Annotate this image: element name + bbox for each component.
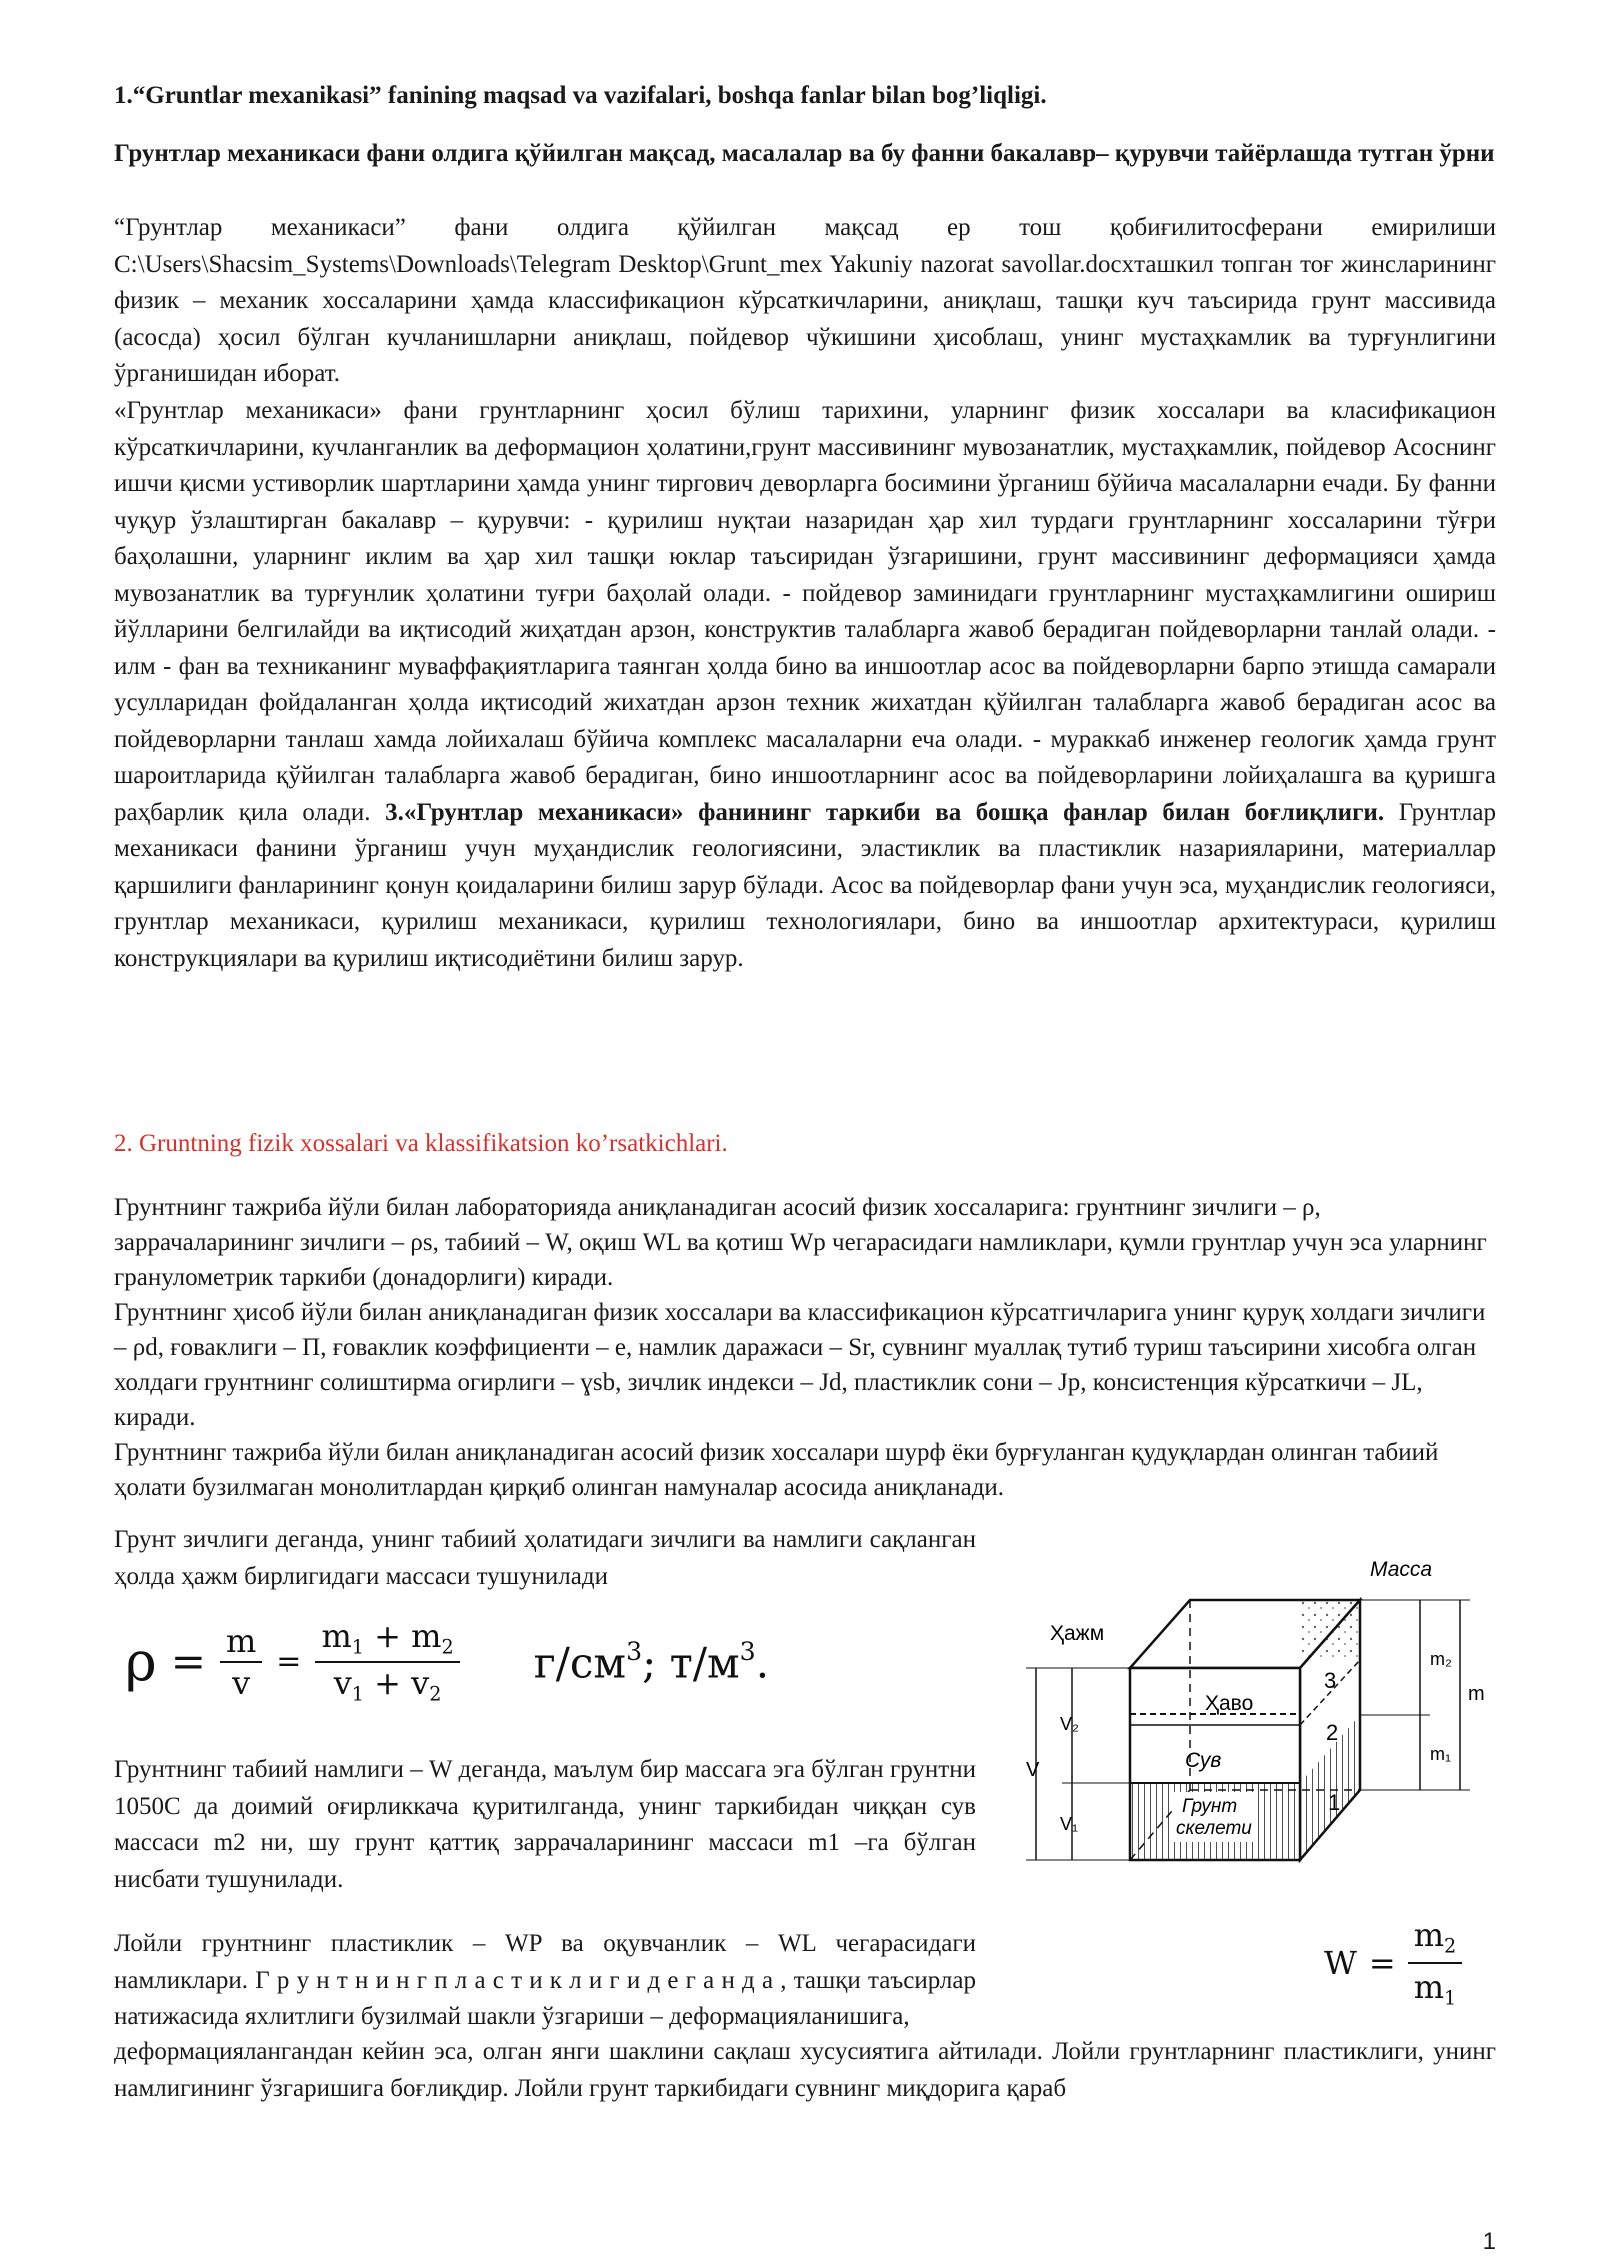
numerator-sum — [315, 1617, 459, 1663]
label-skeleti: скелети — [1176, 1818, 1252, 1839]
soil-phase-diagram — [1000, 1540, 1520, 1940]
paragraph-tasks-text: «Грунтлар механикаси» фани грунтларнинг ҳосил бўлиш тарихини, уларнинг физик хоссалари ва класификацион кўрсаткичларини, кучланганлик ва деформацион ҳолатини,грунт массивининг мувозанатлик, мустаҳкамлик, пойдевор Асоснинг ишчи қисми устиворлик шартларини ҳамда унинг тиргович деворларга босимини ўрганиш бўйича масалаларни ечади. Бу фанни чуқур ўзлаштирган бакалавр – қурувчи: - қурилиш нуқтаи назаридан ҳар хил турдаги грунтларнинг хоссаларини тўғри баҳолашни, уларнинг иклим ва ҳар хил ташқи юклар таъсиридан ўзгаришини, грунт массивининг деформацияси ҳамда мувозанатлик ва турғунлик ҳолатини туғри баҳолай олади. - пойдевор заминидаги грунтларнинг мустаҳкамлигини ошириш йўлларини белгилайди ва иқтисодий жиҳатдан арзон, конструктив талабларга жавоб берадиган пойдеворларни танлай олади. - илм - фан ва техниканинг муваффақиятларига таянган ҳолда бино ва иншоотлар асос ва пойдеворларни барпо этишда самарали усулларидан фойдаланган ҳолда иқтисодий жихатдан арзон техник жихатдан қўйилган талабларга жавоб берадиган асос ва пойдеворларни танлаш хамда лойихалаш бўйича комплекс масалаларни еча олади. - мураккаб инженер геологик ҳамда грунт шароитларида қўйилган талабларга жавоб берадиган, бино иншоотларнинг асос ва пойдеворларини лойиҳалашга ва қуришга раҳбарлик қила олади. — [114, 397, 1496, 826]
v1-subscript: 1 — [351, 1682, 364, 1706]
m1-symbol-w: m — [1413, 1967, 1445, 2006]
m1-symbol: m — [321, 1617, 352, 1655]
label-grunt: Грунт — [1182, 1796, 1238, 1817]
plus-sign-2: + — [374, 1663, 401, 1702]
equals-sign: = — [170, 1636, 206, 1686]
subheading: Грунтлар механикаси фани олдига қўйилган мақсад, масалалар ва бу фанни бакалавр– қурувчи тайёрлашда тутган ўрни — [114, 140, 1495, 167]
density-formula — [125, 1617, 770, 1706]
v2-subscript: 2 — [429, 1682, 442, 1706]
density-units — [533, 1637, 770, 1688]
denominator-sum — [334, 1663, 442, 1704]
label-v: V — [1026, 1759, 1040, 1781]
paragraph-plasticity-short: Лойли грунтнинг пластиклик – WP ва оқувчанлик – WL чегарасидаги намликлари. Г р у н т н и н г п л а с т и к л и г и д е г а н д а , ташқи таъсирлар натижасида яхлитлиги бузилмай шакли ўзгариши – деформацияланишига, — [114, 1930, 976, 2030]
label-m: m — [1468, 1683, 1485, 1705]
equals-sign-3: = — [1368, 1943, 1396, 1982]
m1-subscript-w: 1 — [1444, 1986, 1457, 2010]
label-m2: m₂ — [1430, 1649, 1452, 1669]
number-3: 3 — [1324, 1668, 1337, 1693]
paragraph-tasks — [114, 393, 1496, 977]
v2-symbol: v — [411, 1663, 430, 1702]
denominator-v: v — [232, 1663, 251, 1702]
units-sup-2: 3 — [739, 1637, 756, 1667]
equals-sign-2: = — [276, 1643, 302, 1679]
m2-subscript-w: 2 — [1444, 1934, 1457, 1958]
air-texture — [1300, 1600, 1360, 1660]
fraction-sum — [315, 1617, 459, 1706]
paragraph-samples: Грунтнинг тажриба йўли билан аниқланадиган асосий физик хоссалари шурф ёки бурғуланган қудуқлардан олинган табиий ҳолати бузилмаган монолитлардан қирқиб олинган намуналар асосида аниқланади. — [114, 1439, 1439, 1501]
numerator-m: m — [220, 1625, 262, 1663]
m2-subscript: 2 — [441, 1635, 454, 1659]
w-symbol: W — [1324, 1943, 1357, 1982]
number-2: 2 — [1326, 1720, 1339, 1745]
label-v2: V₂ — [1060, 1714, 1079, 1734]
paragraph-goal: “Грунтлар механикаси” фани олдига қўйилган мақсад ер тош қобиғилитосферани емирилиши C:\Users\Shacsim_Systems\Downloads\Telegram Desktop\Grunt_mex Yakuniy nazorat savollar.docxташкил топган тоғ жинсларининг физик – механик хоссаларини ҳамда классификацион кўрсаткичларини, аниқлаш, ташқи куч таъсирида грунт массивида (асосда) ҳосил бўлган кучланишларни аниқлаш, пойдевор чўкишини ҳисоблаш, унинг мустаҳкамлик ва турғунлигини ўрганишидан иборат. — [114, 214, 1496, 387]
paragraph-density: Грунт зичлиги деганда, унинг табиий ҳолатидаги зичлиги ва намлиги сақланган ҳолда ҳажм бирлигидаги массаси тушунилади — [114, 1526, 976, 1590]
paragraph-calculated-properties: Грунтнинг ҳисоб йўли билан аниқланадиган физик хоссалари ва классификацион кўрсатгичларига унинг қуруқ холдаги зичлиги – ρd, ғоваклиги – П, ғоваклик коэффициенти – е, намлик даражаси – Sr, сувнинг муаллақ тутиб туриш таъсирини хисобга олган холдаги грунтнинг солиштирма огирлиги – ɣsb, зичлик индекси – Jd, пластиклик сони – Jp, консистенция кўрсаткичи – JL, киради. — [114, 1299, 1486, 1431]
section-heading-2: 2. Gruntning fizik xossalari va klassifikatsion ko’rsatkichlari. — [114, 1130, 728, 1157]
v1-symbol: v — [333, 1663, 352, 1702]
label-massa: Масса — [1370, 1558, 1433, 1581]
label-hajm: Ҳажм — [1050, 1622, 1105, 1645]
m1-subscript: 1 — [351, 1635, 364, 1659]
units-t-m: ; т/м — [642, 1638, 740, 1688]
units-period: . — [755, 1638, 770, 1688]
fraction-m-over-v — [220, 1621, 262, 1702]
rho-symbol: ρ — [125, 1629, 157, 1693]
number-1: 1 — [1328, 1790, 1341, 1815]
label-havo: Ҳаво — [1205, 1692, 1254, 1715]
section-heading-1: 1.“Gruntlar mexanikasi” fanining maqsad va vazifalari, boshqa fanlar bilan bog’liqligi. — [114, 82, 1047, 109]
units-sup-1: 3 — [626, 1637, 643, 1667]
paragraph-lab-properties: Грунтнинг тажриба йўли билан лабораторияда аниқланадиган асосий физик хоссаларига: грунтнинг зичлиги – ρ, заррачаларининг зичлиги – ρs, табиий – W, оқиш WL ва қотиш Wp чегарасидаги намликлари, қумли грунтлар учун эса уларнинг гранулометрик таркиби (донадорлиги) киради. — [114, 1194, 1487, 1291]
paragraph-plasticity: деформациялангандан кейин эса, олган янги шаклини сақлаш хусусиятига айтилади. Лойли грунтларнинг пластиклиги, унинг намлигининг ўзгаришига боғлиқдир. Лойли грунт таркибидаги сувнинг миқдорига қараб — [114, 2038, 1496, 2102]
paragraph-moisture: Грунтнинг табиий намлиги – W деганда, маълум бир массага эга бўлган грунтни 1050С да доимий оғирликкача қуритилганда, унинг таркибидан чиққан сув массаси m2 ни, шу грунт қаттиқ заррачаларининг массаси m1 –га бўлган нисбати тушунилади. — [114, 1756, 976, 1893]
m2-symbol-w: m — [1413, 1916, 1445, 1954]
page-number: 1 — [1482, 2228, 1496, 2255]
paragraph-tasks-bold: 3.«Грунтлар механикаси» фанининг таркиби ва бошқа фанлар билан боғлиқлиги. — [385, 798, 1385, 826]
label-suv: Сув — [1185, 1749, 1222, 1772]
units-g-cm: г/см — [533, 1638, 627, 1688]
paragraph-tasks-tail: Грунтлар механикаси фанини ўрганиш учун муҳандислик геологиясини, эластиклик ва пластиклик назарияларини, материаллар қаршилиги фанларининг қонун қоидаларини билиш зарур бўлади. Асос ва пойдеворлар фани учун эса, муҳандислик геологияси, грунтлар механикаси, қурилиш механикаси, қурилиш технологиялари, бино ва иншоотлар архитектураси, қурилиш конструкциялари ва қурилиш иқтисодиётини билиш зарур. — [114, 798, 1496, 972]
plus-sign: + — [374, 1617, 401, 1655]
label-v1: V₁ — [1060, 1814, 1079, 1834]
m2-symbol: m — [411, 1617, 442, 1655]
denominator-m1 — [1414, 1964, 1457, 2010]
label-m1: m₁ — [1430, 1744, 1452, 1764]
